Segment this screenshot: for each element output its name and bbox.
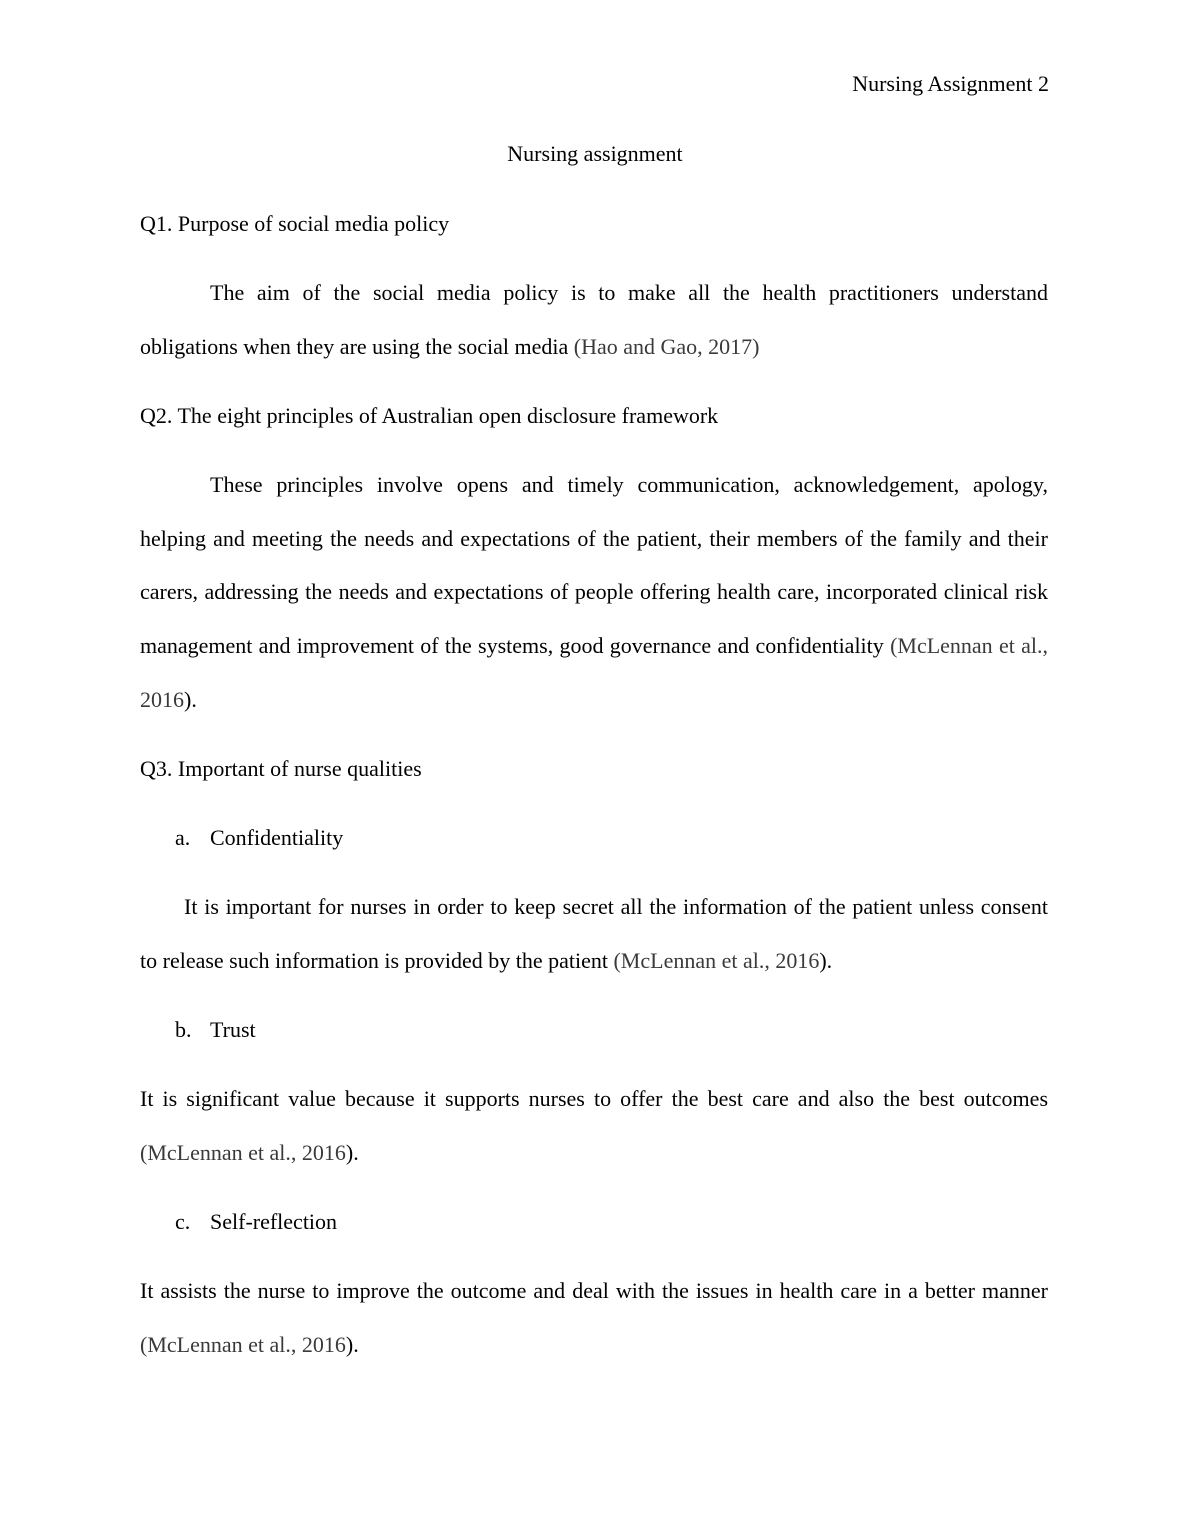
q2-citation: (McLennan et al., 2016 (140, 633, 1048, 712)
q3-item-self-reflection (175, 1208, 337, 1236)
document-title: Nursing assignment (507, 141, 683, 166)
q2-paragraph (140, 458, 1048, 727)
list-marker: b. (175, 1017, 192, 1042)
q3-self-reflection-citation-end: ). (345, 1331, 359, 1357)
q1-text: The aim of the social media policy is to make all the health practitioners understand obligations when they are using the social media (140, 280, 1048, 359)
q3-self-reflection-citation: (McLennan et al., 2016 (140, 1331, 346, 1357)
q3-trust-text: It is significant value because it supports nurses to offer the best care and also the best outcomes (140, 1086, 1048, 1111)
list-marker: a. (175, 825, 191, 850)
q2-heading: Q2. The eight principles of Australian open disclosure framework (140, 403, 719, 428)
q2-citation-end: ). (184, 686, 197, 712)
q3-trust-citation-end: ). (345, 1139, 359, 1165)
q2-text: These principles involve opens and timely communication, acknowledgement, apology, helping and meeting the needs and expectations of the patient, their members of the family and their carers, addressing the needs and expectations of people offering health care, incorporated clinical risk management and improvement of the systems, good governance and confidentiality (140, 472, 1048, 659)
list-label: Trust (210, 1017, 256, 1042)
q3-heading: Q3. Important of nurse qualities (140, 756, 422, 781)
q3-confidentiality-citation: (McLennan et al., 2016 (613, 947, 820, 973)
q3-self-reflection-paragraph (140, 1264, 1048, 1371)
q3-trust-citation: (McLennan et al., 2016 (140, 1139, 346, 1165)
q3-confidentiality-citation-end: ). (819, 947, 833, 973)
q3-item-trust (175, 1016, 256, 1044)
q1-citation: (Hao and Gao, 2017) (573, 333, 760, 359)
q1-heading: Q1. Purpose of social media policy (140, 211, 450, 236)
q3-self-reflection-text: It assists the nurse to improve the outcome and deal with the issues in health care in a better manner (140, 1278, 1048, 1303)
q1-paragraph (140, 266, 1048, 373)
q3-trust-paragraph (140, 1072, 1048, 1179)
running-head: Nursing Assignment 2 (852, 71, 1049, 96)
q3-item-confidentiality (175, 824, 343, 852)
list-label: Confidentiality (210, 825, 344, 850)
q3-confidentiality-paragraph (140, 880, 1048, 987)
list-label: Self-reflection (210, 1209, 338, 1234)
q3-confidentiality-text: It is important for nurses in order to keep secret all the information of the patient unless consent to release such information is provided by the patient (140, 894, 1048, 973)
list-marker: c. (175, 1209, 191, 1234)
